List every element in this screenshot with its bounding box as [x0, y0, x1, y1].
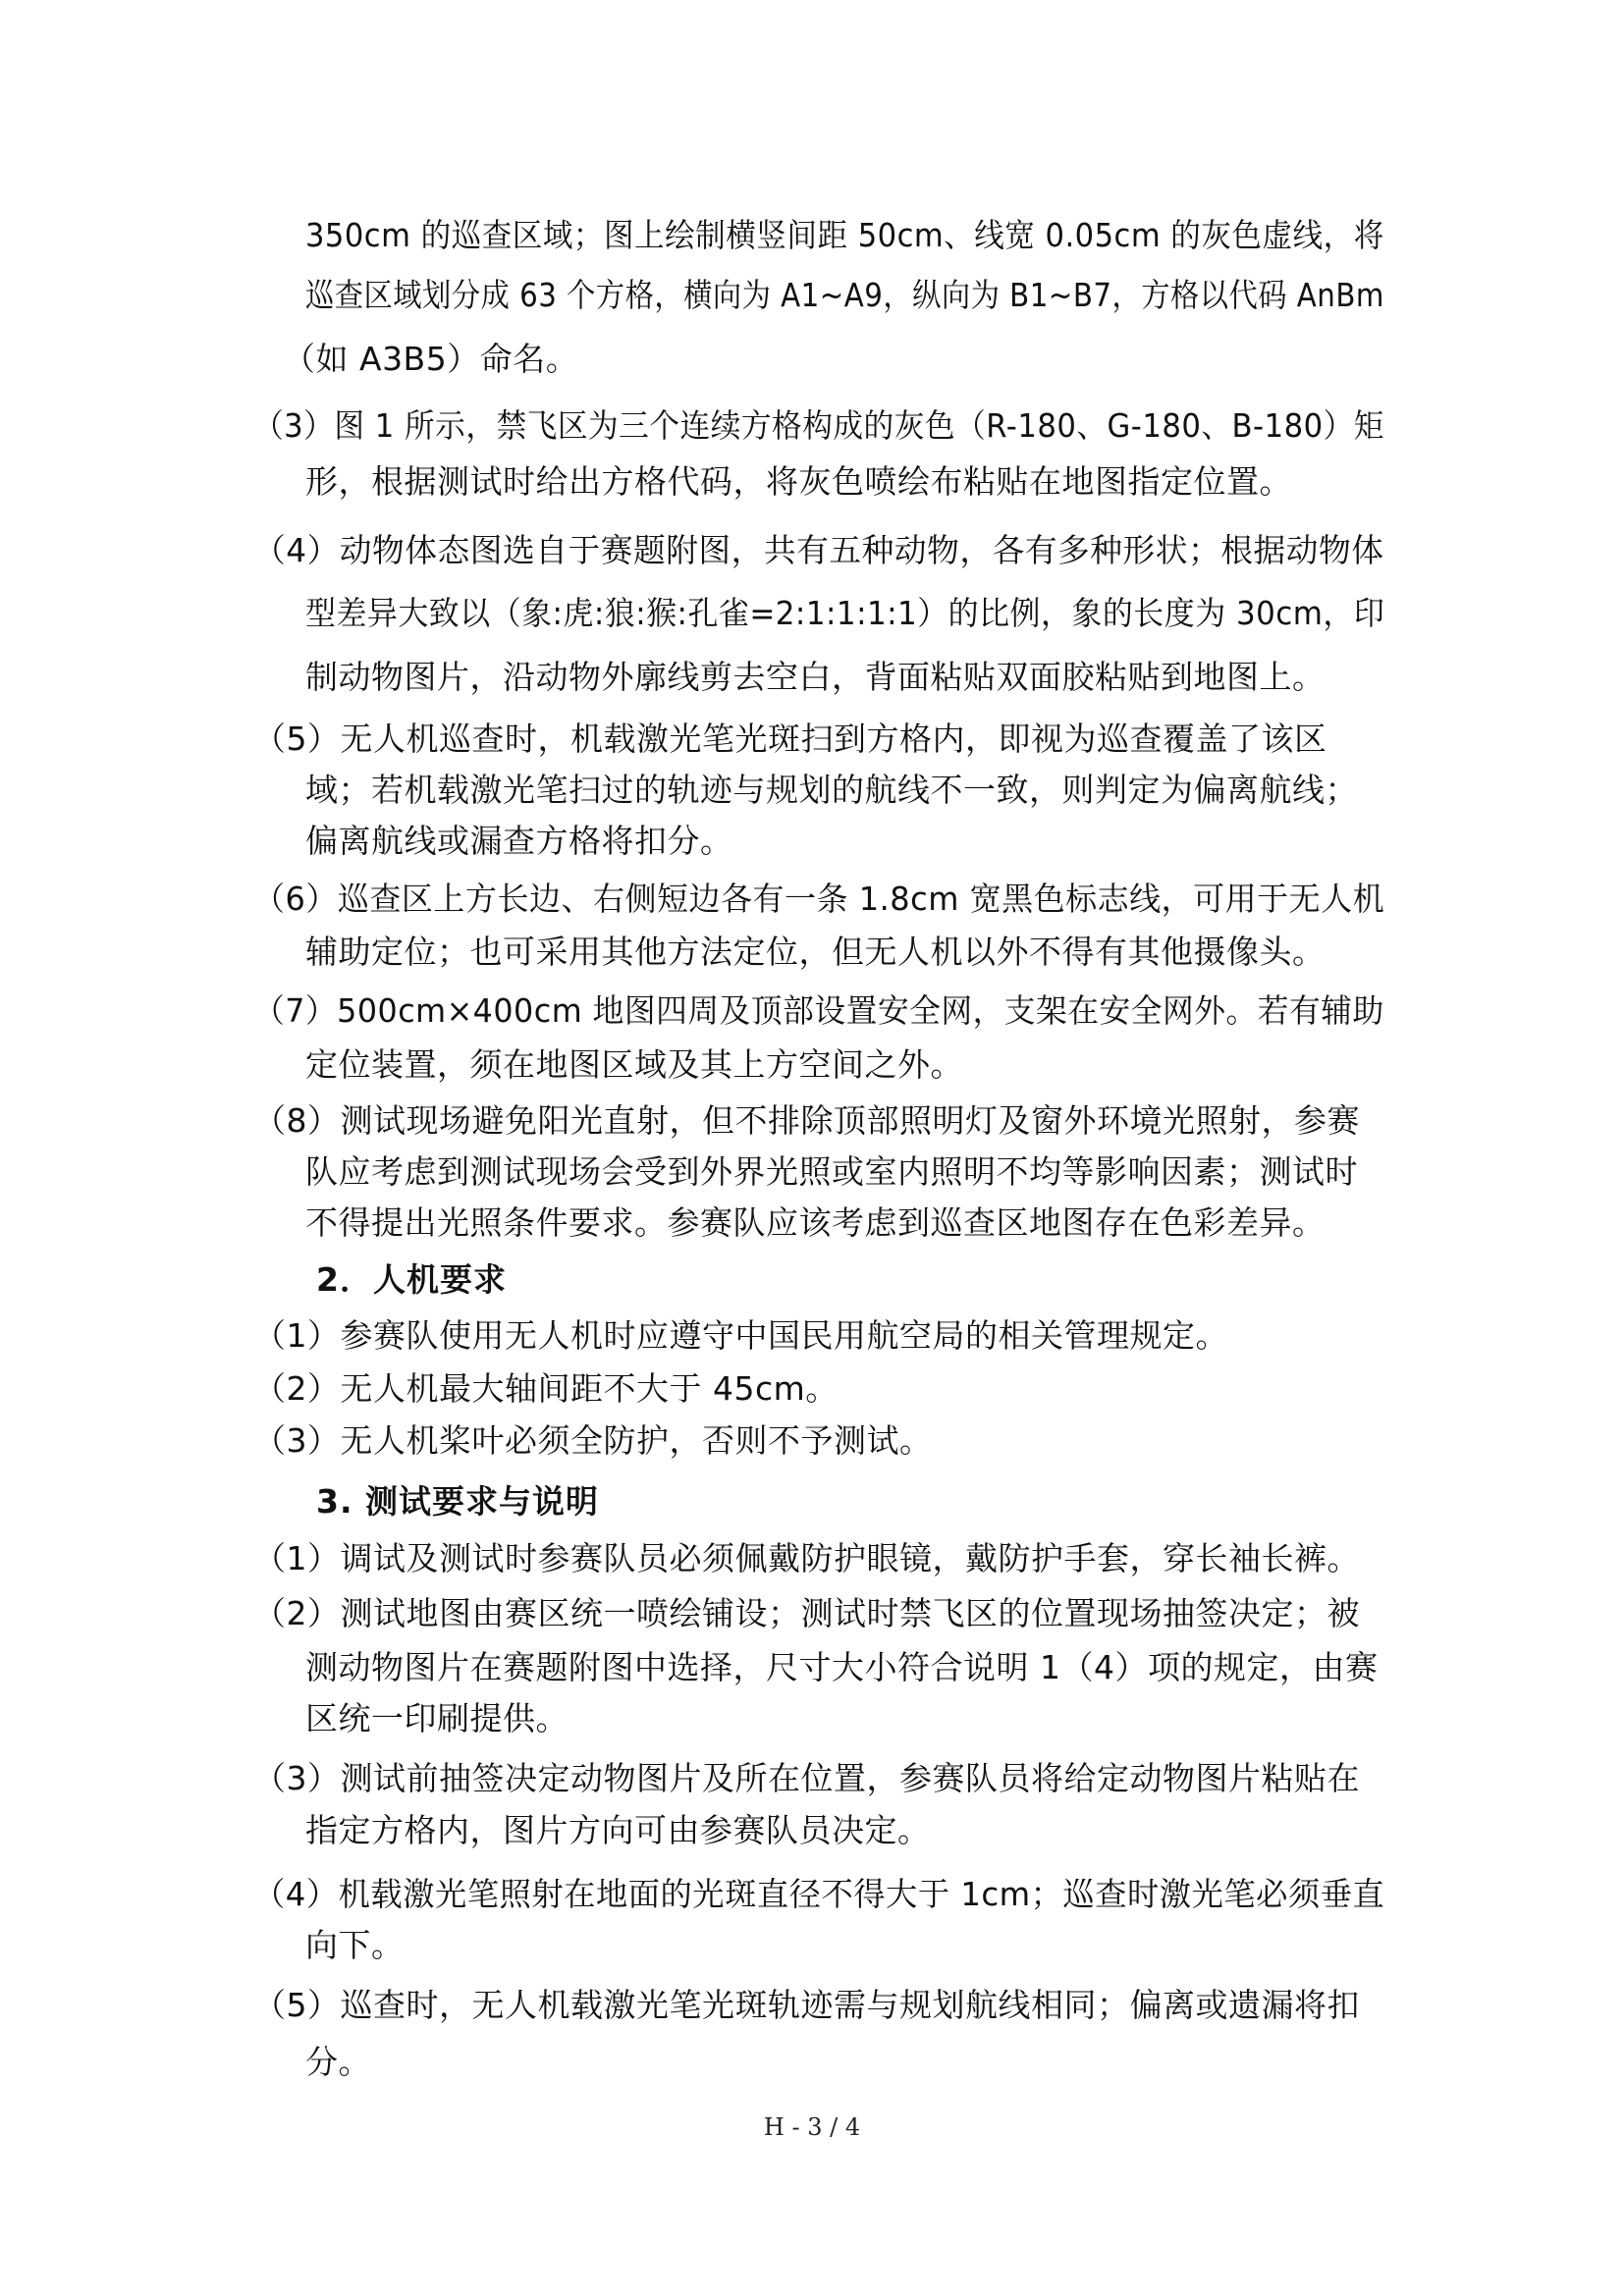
list-item: （3）测试前抽签决定动物图片及所在位置，参赛队员将给定动物图片粘贴在 — [253, 1759, 1360, 1797]
list-item: （3）图 1 所示，禁飞区为三个连续方格构成的灰色（R-180、G-180、B-180）矩 — [253, 406, 1384, 445]
list-item: （8）测试现场避免阳光直射，但不排除顶部照明灯及窗外环境光照射，参赛 — [253, 1101, 1360, 1140]
text-line: 分。 — [305, 2043, 371, 2081]
text-line: 定位装置，须在地图区域及其上方空间之外。 — [305, 1045, 963, 1084]
list-item: （4）机载激光笔照射在地面的光斑直径不得大于 1cm；巡查时激光笔必须垂直 — [253, 1875, 1385, 1913]
list-item: （2）无人机最大轴间距不大于 45cm。 — [253, 1369, 839, 1408]
text-line: 制动物图片，沿动物外廓线剪去空白，背面粘贴双面胶粘贴到地图上。 — [305, 658, 1326, 696]
list-item: （7）500cm×400cm 地图四周及顶部设置安全网，支架在安全网外。若有辅助 — [253, 991, 1384, 1030]
text-line: 辅助定位；也可采用其他方法定位，但无人机以外不得有其他摄像头。 — [305, 933, 1326, 971]
list-item: （1）调试及测试时参赛队员必须佩戴防护眼镜，戴防护手套，穿长袖长裤。 — [253, 1539, 1360, 1577]
text-line: 不得提出光照条件要求。参赛队应该考虑到巡查区地图存在色彩差异。 — [305, 1203, 1326, 1242]
list-item: （4）动物体态图选自于赛题附图，共有五种动物，各有多种形状；根据动物体 — [253, 531, 1384, 569]
text-line: 区统一印刷提供。 — [305, 1699, 568, 1737]
text-line: 巡查区域划分成 63 个方格，横向为 A1~A9，纵向为 B1~B7，方格以代码 AnBm — [305, 276, 1384, 314]
list-item: （5）巡查时，无人机载激光笔光斑轨迹需与规划航线相同；偏离或遗漏将扣 — [253, 1986, 1360, 2024]
text-line: 偏离航线或漏查方格将扣分。 — [305, 822, 733, 860]
text-line: 形，根据测试时给出方格代码，将灰色喷绘布粘贴在地图指定位置。 — [305, 462, 1292, 501]
text-line: 向下。 — [305, 1926, 405, 1964]
list-item: （3）无人机桨叶必须全防护，否则不予测试。 — [253, 1421, 933, 1460]
text-line: 队应考虑到测试现场会受到外界光照或室内照明不均等影响因素；测试时 — [305, 1152, 1358, 1191]
page-number: H - 3 / 4 — [763, 2113, 861, 2141]
list-item: （6）巡查区上方长边、右侧短边各有一条 1.8cm 宽黑色标志线，可用于无人机 — [253, 880, 1385, 918]
section-heading: 3. 测试要求与说明 — [316, 1482, 599, 1521]
text-line: 型差异大致以（象:虎:狼:猴:孔雀=2:1:1:1:1）的比例，象的长度为 30cm，印 — [305, 594, 1385, 632]
text-line: 350cm 的巡查区域；图上绘制横竖间距 50cm、线宽 0.05cm 的灰色虚线，将 — [305, 216, 1384, 254]
text-line: 指定方格内，图片方向可由参赛队员决定。 — [305, 1811, 931, 1849]
list-item: （2）测试地图由赛区统一喷绘铺设；测试时禁飞区的位置现场抽签决定；被 — [253, 1594, 1360, 1632]
list-item: （5）无人机巡查时，机载激光笔光斑扫到方格内，即视为巡查覆盖了该区 — [253, 720, 1327, 758]
list-item: （1）参赛队使用无人机时应遵守中国民用航空局的相关管理规定。 — [253, 1316, 1228, 1355]
text-line: （如 A3B5）命名。 — [283, 340, 579, 378]
text-line: 测动物图片在赛题附图中选择，尺寸大小符合说明 1（4）项的规定，由赛 — [305, 1648, 1379, 1686]
section-heading: 2．人机要求 — [316, 1260, 507, 1299]
text-line: 域；若机载激光笔扫过的轨迹与规划的航线不一致，则判定为偏离航线； — [305, 771, 1358, 809]
